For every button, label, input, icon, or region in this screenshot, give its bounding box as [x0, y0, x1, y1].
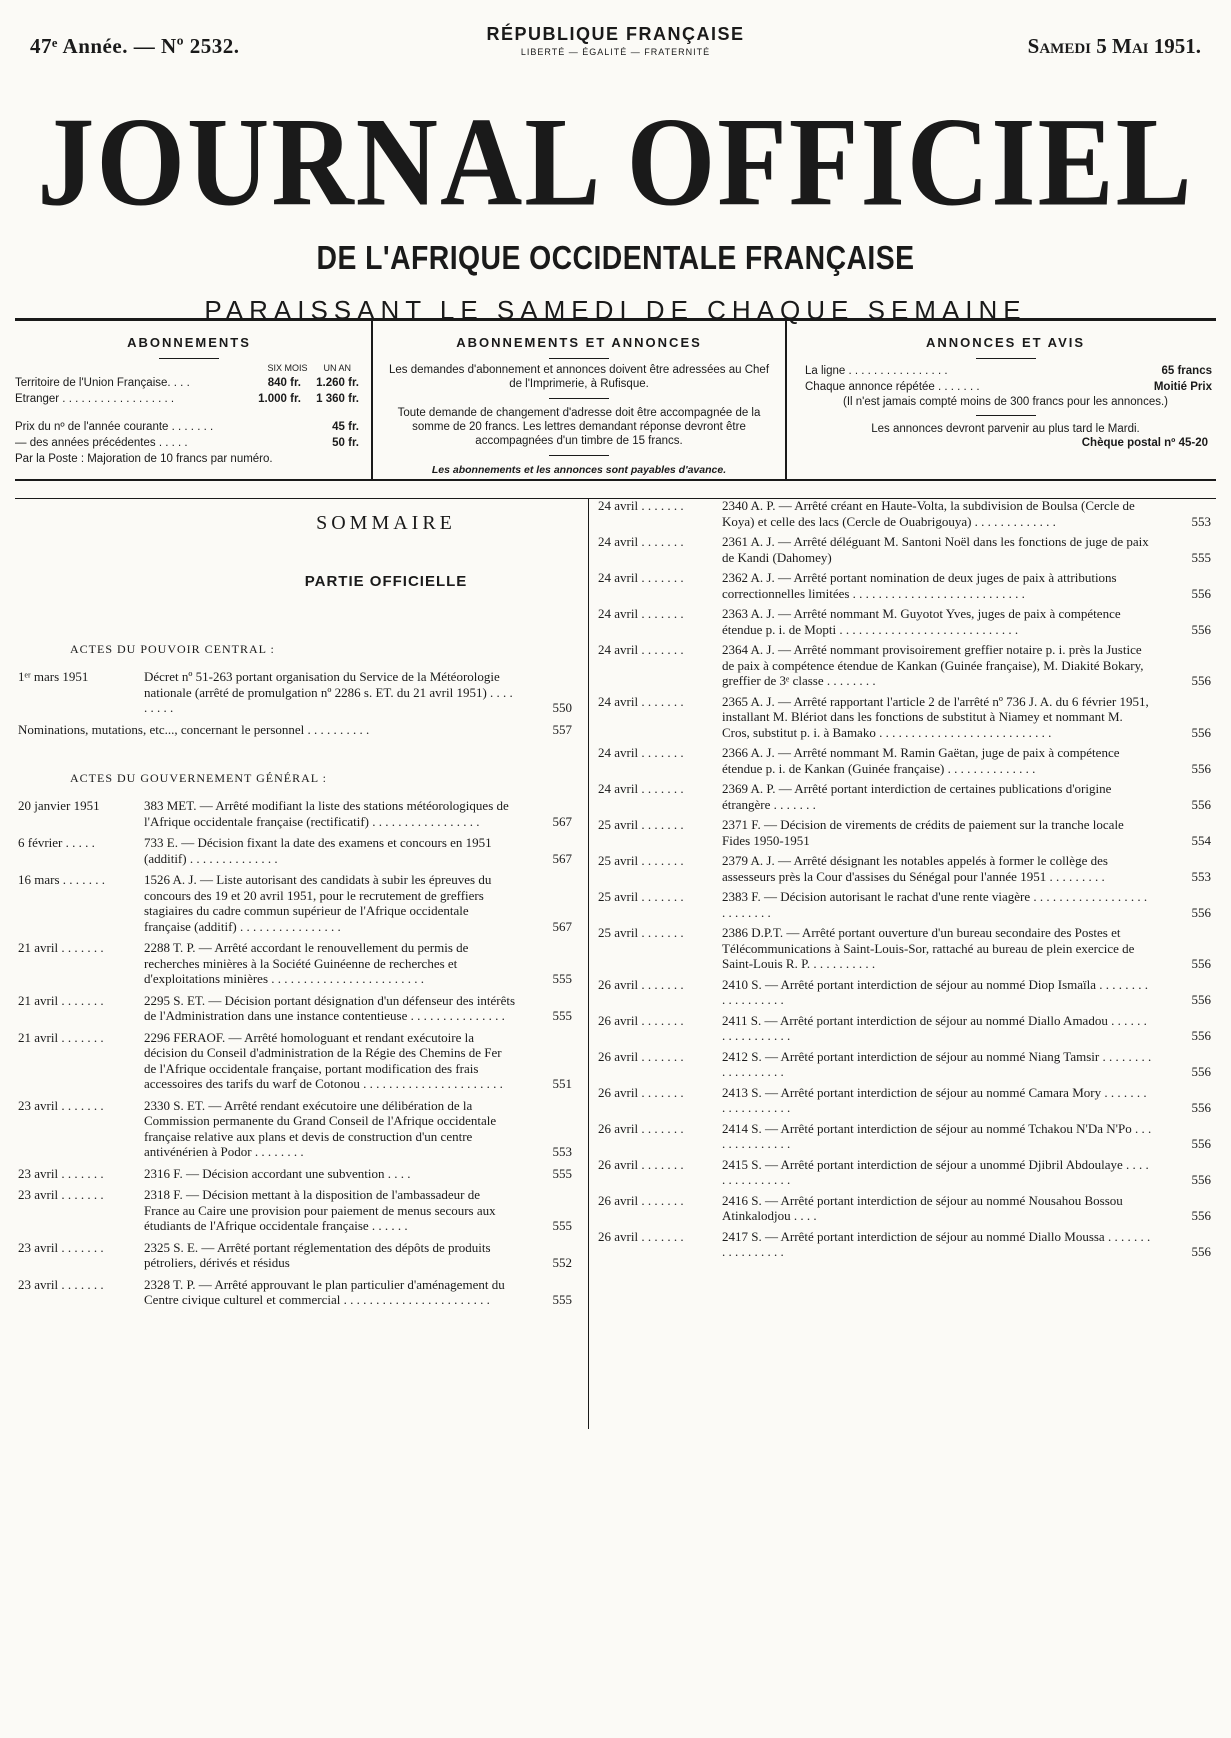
column-divider	[588, 499, 589, 1429]
republic-banner	[30, 24, 1201, 57]
entry-page: 556	[1191, 673, 1211, 688]
entry-text: 2369 A. P. — Arrêté portant interdiction de certaines publications d'origine étrangère . . . . . . .	[722, 781, 1112, 812]
republic-name: RÉPUBLIQUE FRANÇAISE	[486, 24, 745, 44]
entry-page: 555	[552, 971, 572, 986]
poste-note: Par la Poste : Majoration de 10 francs par numéro.	[15, 453, 273, 465]
entry-text: 2361 A. J. — Arrêté déléguant M. Santoni Noël dans les fonctions de juge de paix de Kandi (Dahomey)	[722, 534, 1149, 565]
list-item	[598, 1013, 1213, 1044]
entry-text: 2379 A. J. — Arrêté désignant les notables appelés à former le collège des assesseurs près la Cour d'assises du Sénégal pour l'année 1951 . . . . . . . . .	[722, 853, 1108, 884]
entry-date: 26 avril . . . . . . .	[598, 1192, 684, 1208]
entry-date: 21 avril . . . . . . .	[18, 992, 104, 1008]
abonnements-annonces-box	[371, 321, 787, 479]
entry-date: 24 avril . . . . . . .	[598, 642, 684, 657]
entry-text: 383 MET. — Arrêté modifiant la liste des stations météorologiques de l'Afrique occidentale française (rectificatif) . . . . . . . . . . . . . . . . .	[144, 798, 509, 829]
annonces-deadline: Les annonces devront parvenir au plus tard le Mardi.	[871, 423, 1140, 435]
right-list	[598, 498, 1213, 1260]
list-item	[18, 1030, 574, 1092]
entry-date: 24 avril . . . . . . .	[598, 498, 684, 513]
entry-page: 551	[552, 1076, 572, 1091]
entry-text: 2295 S. ET. — Décision portant désignation d'un défenseur des intérêts de l'Administration dans une instance contentieuse . . . . . . . . . . . . . . .	[144, 992, 516, 1023]
list-item	[598, 817, 1213, 848]
entry-date: 25 avril . . . . . . .	[598, 889, 684, 904]
entry-text: 2330 S. ET. — Arrêté rendant exécutoire une délibération de la Commission permanente du Grand Conseil de l'Afrique occidentale française relative aux plans et devis de construction d'un centre antivénérien à Podor . . . . . . . .	[144, 1097, 497, 1159]
list-item	[18, 1277, 574, 1308]
entry-date: 24 avril . . . . . . .	[598, 570, 684, 585]
entry-page: 556	[1191, 760, 1211, 776]
journal-subtitle: DE L'AFRIQUE OCCIDENTALE FRANÇAISE	[316, 239, 915, 276]
list-item	[18, 798, 574, 829]
entry-text: 2386 D.P.T. — Arrêté portant ouverture d'un bureau secondaire des Postes et Télécommunications à Saint-Louis-Sor, rattaché au bureau de plein exercice de Saint-Louis R. P. . . . . . . . . . .	[722, 925, 1135, 971]
entry-text: 2366 A. J. — Arrêté nommant M. Ramin Gaëtan, juge de paix à compétence étendue p. i. de Kankan (Guinée française) . . . . . . . . . . . . . .	[722, 745, 1120, 776]
republic-motto: LIBERTÉ — ÉGALITÉ — FRATERNITÉ	[520, 47, 711, 57]
list-item	[598, 977, 1213, 1008]
list-item	[598, 781, 1213, 812]
entry-date: 26 avril . . . . . . .	[598, 976, 684, 992]
entry-text: 2363 A. J. — Arrêté nommant M. Guyotot Yves, juges de paix à compétence étendue p. i. de Mopti . . . . . . . . . . . . . . . . . . . . . . . . . . . .	[722, 606, 1121, 637]
entry-page: 555	[1191, 549, 1211, 565]
entry-text: 2411 S. — Arrêté portant interdiction de séjour au nommé Diallo Amadou . . . . . . . . . . . . . . . . .	[722, 1012, 1147, 1043]
entry-page: 550	[552, 700, 572, 715]
entry-page: 556	[1191, 956, 1211, 971]
abonnements-annonces-text: Les demandes d'abonnement et annonces doivent être adressées au Chef de l'Imprimerie, à Rufisque.	[388, 364, 770, 390]
entry-text: 2414 S. — Arrêté portant interdiction de séjour au nommé Tchakou N'Da N'Po . . . . . . . . . . . . . .	[722, 1120, 1152, 1151]
issue-date: Samedi 5 Mai 1951.	[1027, 34, 1201, 58]
entry-page: 556	[1191, 1064, 1211, 1079]
abonnements-annonces-note: Les abonnements et les annonces sont payables d'avance.	[431, 464, 727, 476]
divider	[976, 358, 1036, 359]
list-item	[18, 872, 574, 934]
divider	[159, 358, 219, 359]
abonnements-box	[15, 321, 363, 479]
list-item	[18, 835, 574, 866]
abonnements-columns	[15, 363, 363, 373]
abonnement-row: Etranger . . . . . . . . . . . . . . . . . . 1.000 fr. 1 360 fr.	[15, 393, 359, 405]
divider	[549, 398, 609, 399]
abonnements-annonces-text: Toute demande de changement d'adresse doit être accompagnée de la somme de 20 francs. Les lettres demandant réponse devront être accompagnées d'un timbre de 15 francs.	[397, 407, 761, 447]
entry-date: 20 janvier 1951	[18, 798, 100, 813]
issue-number: 47ᵉ Année. — Nº 2532.	[30, 34, 240, 58]
list-item	[18, 1166, 574, 1182]
entry-date: 26 avril . . . . . . .	[598, 1120, 684, 1136]
entry-date: 25 avril . . . . . . .	[598, 853, 684, 868]
list-item	[598, 745, 1213, 776]
left-list	[18, 798, 574, 1308]
annonces-avis-box	[795, 321, 1216, 479]
entry-page: 556	[1191, 992, 1211, 1007]
abonnements-annonces-title: ABONNEMENTS ET ANNONCES	[456, 335, 702, 350]
entry-page: 555	[552, 1292, 572, 1307]
entry-text: 2318 F. — Décision mettant à la disposition de l'ambassadeur de France au Caire une provision pour paiement de menus secours aux étudiants de l'Afrique occidentale française . . . . . .	[144, 1187, 496, 1233]
entry-date: 23 avril . . . . . . .	[18, 1187, 104, 1202]
entry-text: 2383 F. — Décision autorisant le rachat d'une rente viagère . . . . . . . . . . . . . . . . . . . . . . . . . .	[722, 889, 1148, 920]
entry-page: 555	[552, 1165, 572, 1181]
list-item	[598, 1049, 1213, 1080]
entry-date: 24 avril . . . . . . .	[598, 606, 684, 621]
entry-date: 23 avril . . . . . . .	[18, 1276, 104, 1292]
annonce-row: La ligne . . . . . . . . . . . . . . . . 65 francs	[805, 365, 1212, 377]
entry-page: 553	[552, 1144, 572, 1159]
annonces-avis-title: ANNONCES ET AVIS	[925, 335, 1086, 350]
entry-date: 24 avril . . . . . . .	[598, 745, 684, 760]
entry-page: 556	[1191, 724, 1211, 740]
entry-date: 21 avril . . . . . . .	[18, 940, 104, 955]
list-item	[18, 993, 574, 1024]
entry-date: 1ᵉʳ mars 1951	[18, 669, 89, 684]
entry-date: 26 avril . . . . . . .	[598, 1156, 684, 1172]
entry-page: 556	[1191, 1136, 1211, 1151]
annonces-minimum-note: (Il n'est jamais compté moins de 300 francs pour les annonces.)	[843, 396, 1168, 408]
sommaire-right-column	[598, 498, 1213, 1265]
list-item	[598, 1121, 1213, 1152]
central-list	[18, 669, 574, 716]
subscription-info	[15, 318, 1216, 481]
list-item	[598, 570, 1213, 601]
abonnement-row: Territoire de l'Union Française. . . . 840 fr. 1.260 fr.	[15, 377, 359, 389]
entry-text: 2296 FERAOF. — Arrêté homologuant et rendant exécutoire la décision du Conseil d'administration de la Régie des Chemins de Fer de l'Afrique occidentale française, portant modification des frais accessoires des tarifs du warf de Cotonou . . . . . . . . . . . . . . . . . . . . . .	[144, 1029, 503, 1091]
entry-text: 2340 A. P. — Arrêté créant en Haute-Volta, la subdivision de Boulsa (Cercle de Koya) et celle des lacs (Cercle de Ouabrigouya) . . . . . . . . . . . . .	[722, 498, 1135, 529]
list-item	[598, 694, 1213, 741]
entry-date: 25 avril . . . . . . .	[598, 925, 684, 940]
entry-page: 556	[1191, 1208, 1211, 1223]
entry-text: 2413 S. — Arrêté portant interdiction de séjour au nommé Camara Mory . . . . . . . . . . . . . . . . . .	[722, 1084, 1147, 1115]
entry-text: 2416 S. — Arrêté portant interdiction de séjour au nommé Nousahou Bossou Atinkalodjou . . . .	[722, 1192, 1123, 1223]
entry-page: 553	[1191, 513, 1211, 529]
entry-page: 556	[1191, 1100, 1211, 1115]
journal-tagline: PARAISSANT LE SAMEDI DE CHAQUE SEMAINE	[204, 295, 1027, 325]
entry-date: 25 avril . . . . . . .	[598, 817, 684, 832]
entry-text: 2364 A. J. — Arrêté nommant provisoirement greffier notaire p. i. près la Justice de paix à compétence étendue de Kankan (Guinée française), M. Diakité Bokary, greffier de 3ᵉ classe . . . . . . . .	[722, 642, 1144, 688]
entry-text: 2288 T. P. — Arrêté accordant le renouvellement du permis de recherches minières à la Société Guinéenne de recherches et d'exploitations minières . . . . . . . . . . . . . . . . . . . . . . . .	[144, 940, 469, 986]
list-item	[598, 1193, 1213, 1224]
list-item	[598, 642, 1213, 689]
entry-page: 556	[1191, 585, 1211, 601]
price-row: — des années précédentes . . . . . 50 fr.	[15, 437, 359, 449]
divider	[549, 358, 609, 359]
entry-text: 2371 F. — Décision de virements de crédits de paiement sur la tranche locale Fides 1950-1951	[722, 817, 1124, 848]
section-gouvernement-general: ACTES DU GOUVERNEMENT GÉNÉRAL :	[70, 771, 327, 785]
list-item	[598, 1229, 1213, 1260]
masthead	[0, 90, 1231, 326]
entry-page: 553	[1191, 868, 1211, 884]
entry-text: 2412 S. — Arrêté portant interdiction de séjour au nommé Niang Tamsir . . . . . . . . . . . . . . . . . .	[722, 1048, 1152, 1079]
entry-text: 2415 S. — Arrêté portant interdiction de séjour a unommé Djibril Abdoulaye . . . . . . . . . . . . . . .	[722, 1156, 1149, 1187]
entry-date: 24 avril . . . . . . .	[598, 781, 684, 796]
entry-page: 552	[552, 1255, 572, 1270]
list-item	[598, 498, 1213, 529]
entry-page: 555	[552, 1218, 572, 1233]
entry-date: 6 février . . . . .	[18, 835, 95, 850]
entry-date: 23 avril . . . . . . .	[18, 1097, 104, 1113]
sommaire-left-column	[18, 512, 574, 1314]
list-item	[18, 1187, 574, 1234]
entry-page: 556	[1191, 904, 1211, 920]
entry-date: 26 avril . . . . . . .	[598, 1228, 684, 1244]
list-item	[18, 669, 574, 716]
top-bar	[30, 22, 1201, 68]
entry-text: 2365 A. J. — Arrêté rapportant l'article 2 de l'arrêté nº 736 J. A. du 6 février 1951, installant M. Blériot dans les fonctions de substitut à Niamey et nommant M. Cros, substitut p. i. à Bamako . . . . . . . . . . . . . . . . . . . . . . . . . . .	[722, 693, 1149, 740]
list-item	[598, 534, 1213, 565]
col-un-an: UN AN	[323, 363, 351, 373]
list-item	[598, 606, 1213, 637]
entry-page: 567	[552, 813, 572, 829]
price-row: Prix du nº de l'année courante . . . . . . . 45 fr.	[15, 421, 359, 433]
list-item	[598, 925, 1213, 972]
entry-date: 23 avril . . . . . . .	[18, 1165, 104, 1181]
list-item	[598, 1085, 1213, 1116]
list-item: Nominations, mutations, etc..., concernant le personnel . . . . . . . . . . 557	[18, 721, 572, 737]
entry-date: 16 mars . . . . . . .	[18, 872, 106, 887]
entry-page: 554	[1191, 832, 1211, 848]
entry-date: 26 avril . . . . . . .	[598, 1084, 684, 1100]
entry-page: 556	[1191, 1028, 1211, 1043]
cheque-postal: Chèque postal nº 45-20	[1081, 437, 1208, 449]
journal-title: JOURNAL OFFICIEL	[37, 90, 1194, 233]
entry-text: 2328 T. P. — Arrêté approuvant le plan particulier d'aménagement du Centre civique culturel et commercial . . . . . . . . . . . . . . . . . . . . . . .	[144, 1276, 505, 1307]
abonnements-title: ABONNEMENTS	[127, 335, 251, 350]
list-item	[598, 889, 1213, 920]
entry-date: 26 avril . . . . . . .	[598, 1012, 684, 1028]
entry-text: 2417 S. — Arrêté portant interdiction de séjour au nommé Diallo Moussa . . . . . . . . . . . . . . . . .	[722, 1228, 1151, 1259]
entry-text: 1526 A. J. — Liste autorisant des candidats à subir les épreuves du concours des 19 et 20 avril 1951, pour le recrutement de greffiers stagiaires du cadre commun supérieur de l'Afrique occidentale française (additif) . . . . . . . . . . . . . . . .	[144, 872, 492, 934]
entry-date: 23 avril . . . . . . .	[18, 1239, 104, 1255]
entry-page: 556	[1191, 796, 1211, 812]
entry-page: 556	[1191, 621, 1211, 637]
entry-page: 556	[1191, 1244, 1211, 1259]
entry-date: 21 avril . . . . . . .	[18, 1029, 104, 1045]
list-item	[598, 853, 1213, 884]
annonce-row: Chaque annonce répétée . . . . . . . Moitié Prix	[805, 381, 1212, 393]
list-item	[18, 1240, 574, 1271]
partie-officielle-title: PARTIE OFFICIELLE	[304, 573, 468, 590]
list-item	[18, 1098, 574, 1160]
col-six-mois: SIX MOIS	[267, 363, 308, 373]
entry-text: 2362 A. J. — Arrêté portant nomination de deux juges de paix à attributions correctionnelles limitées . . . . . . . . . . . . . . . . . . . . . . . . . . .	[722, 570, 1117, 601]
entry-page: 567	[552, 850, 572, 866]
divider	[976, 415, 1036, 416]
sommaire-title: SOMMAIRE	[316, 512, 456, 534]
entry-date: 24 avril . . . . . . .	[598, 693, 684, 709]
list-item	[18, 940, 574, 987]
list-item	[598, 1157, 1213, 1188]
entry-date: 26 avril . . . . . . .	[598, 1048, 684, 1064]
entry-text: Décret nº 51-263 portant organisation du Service de la Météorologie nationale (arrêté de promulgation nº 2286 s. ET. du 21 avril 1951) . . . . . . . . .	[144, 669, 513, 715]
entry-text: 733 E. — Décision fixant la date des examens et concours en 1951 (additif) . . . . . . . . . . . . . .	[144, 835, 492, 866]
entry-text: 2325 S. E. — Arrêté portant réglementation des dépôts de produits pétroliers, dérivés et résidus	[144, 1239, 491, 1270]
entry-page: 556	[1191, 1172, 1211, 1187]
entry-page: 555	[552, 1008, 572, 1023]
entry-text: 2410 S. — Arrêté portant interdiction de séjour au nommé Diop Ismaïla . . . . . . . . . . . . . . . . . .	[722, 976, 1149, 1007]
entry-date: 24 avril . . . . . . .	[598, 534, 684, 549]
section-pouvoir-central: ACTES DU POUVOIR CENTRAL :	[70, 642, 275, 656]
entry-text: 2316 F. — Décision accordant une subvention . . . .	[144, 1165, 411, 1181]
divider	[549, 455, 609, 456]
entry-page: 567	[552, 918, 572, 934]
